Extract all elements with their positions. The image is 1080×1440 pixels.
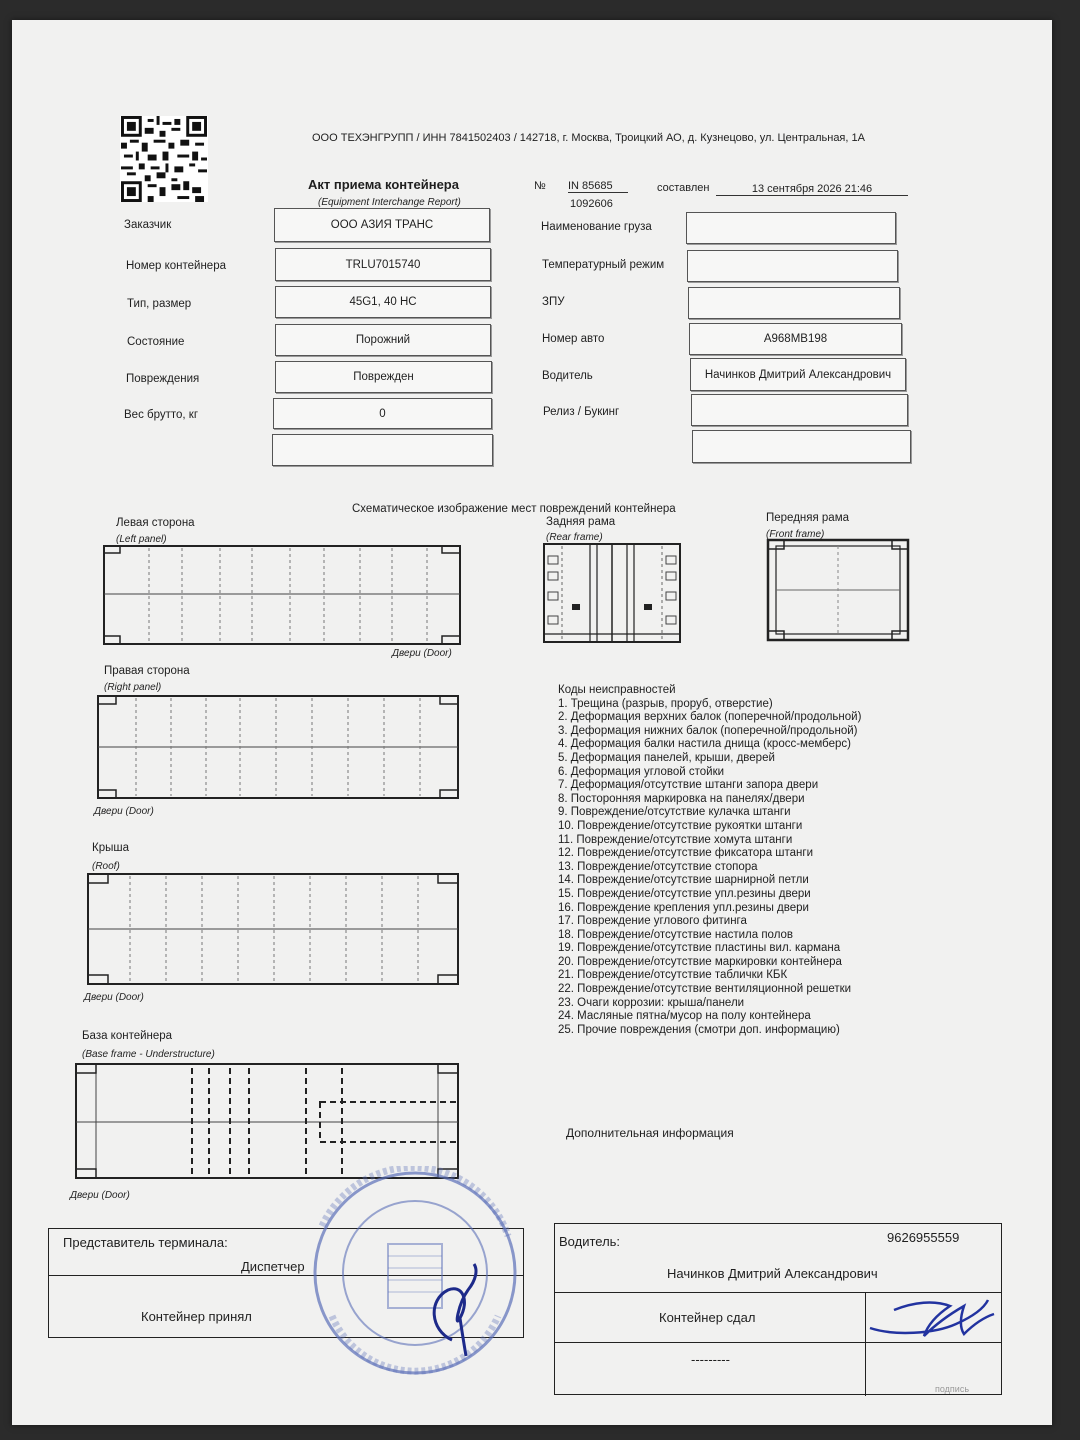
terminal-signature xyxy=(424,1260,484,1360)
terminal-stamp xyxy=(308,1166,522,1380)
rear-frame-diagram xyxy=(542,542,684,646)
qr-code xyxy=(120,116,208,202)
roof-door: Двери (Door) xyxy=(84,992,144,1003)
number-value-secondary: 1092606 xyxy=(570,198,613,210)
code-item: 10. Повреждение/отсутствие рукоятки штанги xyxy=(558,819,803,832)
code-item: 9. Повреждение/отсутствие кулачка штанги xyxy=(558,806,791,819)
code-item: 2. Деформация верхних балок (поперечной/продольной) xyxy=(558,711,862,724)
damage-label: Повреждения xyxy=(126,373,200,385)
cargo-name-field xyxy=(686,212,896,244)
code-item: 5. Деформация панелей, крыши, дверей xyxy=(558,751,775,764)
base-sub: (Base frame - Understructure) xyxy=(82,1049,215,1060)
document-title: Акт приема контейнера xyxy=(308,177,459,192)
cargo-name-label: Наименование груза xyxy=(541,221,652,233)
code-item: 4. Деформация балки настила днища (кросс-мемберс) xyxy=(558,738,851,751)
terminal-role: Диспетчер xyxy=(241,1259,305,1274)
extra-right-field xyxy=(692,430,911,463)
code-item: 24. Масляные пятна/мусор на полу контейнера xyxy=(558,1010,811,1023)
left-panel-sub: (Left panel) xyxy=(116,534,167,545)
number-label: № xyxy=(534,180,546,192)
code-item: 25. Прочие повреждения (смотри доп. информацию) xyxy=(558,1023,840,1036)
container-accepted-label: Контейнер принял xyxy=(141,1309,252,1324)
code-item: 13. Повреждение/отсутствие стопора xyxy=(558,860,758,873)
company-line: ООО ТЕХЭНГРУПП / ИНН 7841502403 / 142718, г. Москва, Троицкий АО, д. Кузнецово, ул. Центральная, 1А xyxy=(312,132,865,144)
code-item: 18. Повреждение/отсутствие настила полов xyxy=(558,928,794,941)
container-number-label: Номер контейнера xyxy=(126,260,226,272)
driver-phone: 9626955559 xyxy=(887,1230,960,1245)
seal-label: ЗПУ xyxy=(542,296,565,308)
defect-codes xyxy=(558,684,861,1037)
schematic-title: Схематическое изображение мест повреждений контейнера xyxy=(352,503,676,515)
code-item: 19. Повреждение/отсутствие пластины вил. кармана xyxy=(558,942,841,955)
base-label: База контейнера xyxy=(82,1030,173,1042)
document-sheet xyxy=(12,20,1052,1425)
additional-info-label: Дополнительная информация xyxy=(566,1126,734,1140)
driver-name: Начинков Дмитрий Александрович xyxy=(667,1266,878,1281)
gross-weight-field: 0 xyxy=(273,398,492,429)
customer-label: Заказчик xyxy=(124,219,172,231)
front-frame-sub: (Front frame) xyxy=(766,529,825,540)
signature-hint: подпись xyxy=(935,1384,970,1394)
code-item: 20. Повреждение/отсутствие маркировки контейнера xyxy=(558,955,842,968)
type-size-field: 45G1, 40 HC xyxy=(275,286,491,318)
right-panel-door: Двери (Door) xyxy=(94,806,154,817)
base-door: Двери (Door) xyxy=(70,1190,130,1201)
code-item: 23. Очаги коррозии: крыша/панели xyxy=(558,996,745,1009)
container-number-field: TRLU7015740 xyxy=(275,248,491,281)
extra-empty-field xyxy=(272,434,493,466)
driver-signature xyxy=(864,1288,1000,1348)
code-item: 16. Повреждение крепления упл.резины двери xyxy=(558,901,809,914)
code-item: 15. Повреждение/отсутствие упл.резины двери xyxy=(558,887,811,900)
left-panel-door: Двери (Door) xyxy=(392,648,452,659)
roof-sub: (Roof) xyxy=(92,861,120,872)
rear-frame-label: Задняя рама xyxy=(546,516,616,528)
code-item: 7. Деформация/отсутствие штанги запора двери xyxy=(558,779,819,792)
code-item: 8. Посторонняя маркировка на панелях/двери xyxy=(558,792,805,805)
rear-frame-sub: (Rear frame) xyxy=(546,532,603,543)
code-item: 14. Повреждение/отсутствие шарнирной петли xyxy=(558,874,809,887)
type-size-label: Тип, размер xyxy=(127,298,192,310)
seal-field xyxy=(688,287,900,319)
customer-field: ООО АЗИЯ ТРАНС xyxy=(274,208,490,242)
left-panel-diagram xyxy=(102,544,464,650)
front-frame-diagram xyxy=(766,538,910,644)
code-item: 17. Повреждение углового фитинга xyxy=(558,915,747,928)
vehicle-number-field: А968МВ198 xyxy=(689,323,902,355)
made-label: составлен xyxy=(657,182,710,194)
code-item: 6. Деформация угловой стойки xyxy=(558,765,725,778)
driver-field: Начинков Дмитрий Александрович xyxy=(690,358,906,391)
right-panel-label: Правая сторона xyxy=(104,665,190,677)
defect-codes-title: Коды неисправностей xyxy=(558,684,676,696)
driver-sig-label: Водитель: xyxy=(559,1234,621,1249)
left-panel-label: Левая сторона xyxy=(116,517,195,529)
damage-field: Поврежден xyxy=(275,361,492,393)
base-diagram xyxy=(74,1062,462,1182)
right-panel-diagram xyxy=(96,694,462,802)
code-item: 11. Повреждение/отсутствие хомута штанги xyxy=(558,833,793,846)
release-label: Релиз / Букинг xyxy=(543,406,620,418)
roof-label: Крыша xyxy=(92,842,129,854)
made-value: 13 сентября 2026 21:46 xyxy=(716,183,908,196)
front-frame-label: Передняя рама xyxy=(766,512,850,524)
number-value: IN 85685 xyxy=(568,180,628,193)
code-item: 22. Повреждение/отсутствие вентиляционной решетки xyxy=(558,983,852,996)
code-item: 3. Деформация нижних балок (поперечной/продольной) xyxy=(558,724,858,737)
code-item: 21. Повреждение/отсутствие таблички КБК xyxy=(558,969,788,982)
release-field xyxy=(691,394,908,426)
vehicle-number-label: Номер авто xyxy=(542,333,605,345)
document-subtitle: (Equipment Interchange Report) xyxy=(318,197,461,208)
terminal-rep-label: Представитель терминала: xyxy=(63,1235,228,1250)
temperature-field xyxy=(687,250,898,282)
gross-weight-label: Вес брутто, кг xyxy=(124,409,199,421)
roof-diagram xyxy=(86,872,462,988)
temperature-label: Температурный режим xyxy=(542,259,665,271)
condition-field: Порожний xyxy=(275,324,491,356)
right-panel-sub: (Right panel) xyxy=(104,682,162,693)
container-handed-label: Контейнер сдал xyxy=(659,1310,756,1325)
dashes: --------- xyxy=(691,1352,730,1367)
condition-label: Состояние xyxy=(127,336,185,348)
code-item: 12. Повреждение/отсутствие фиксатора штанги xyxy=(558,847,814,860)
code-item: 1. Трещина (разрыв, проруб, отверстие) xyxy=(558,697,773,710)
driver-label: Водитель xyxy=(542,370,593,382)
